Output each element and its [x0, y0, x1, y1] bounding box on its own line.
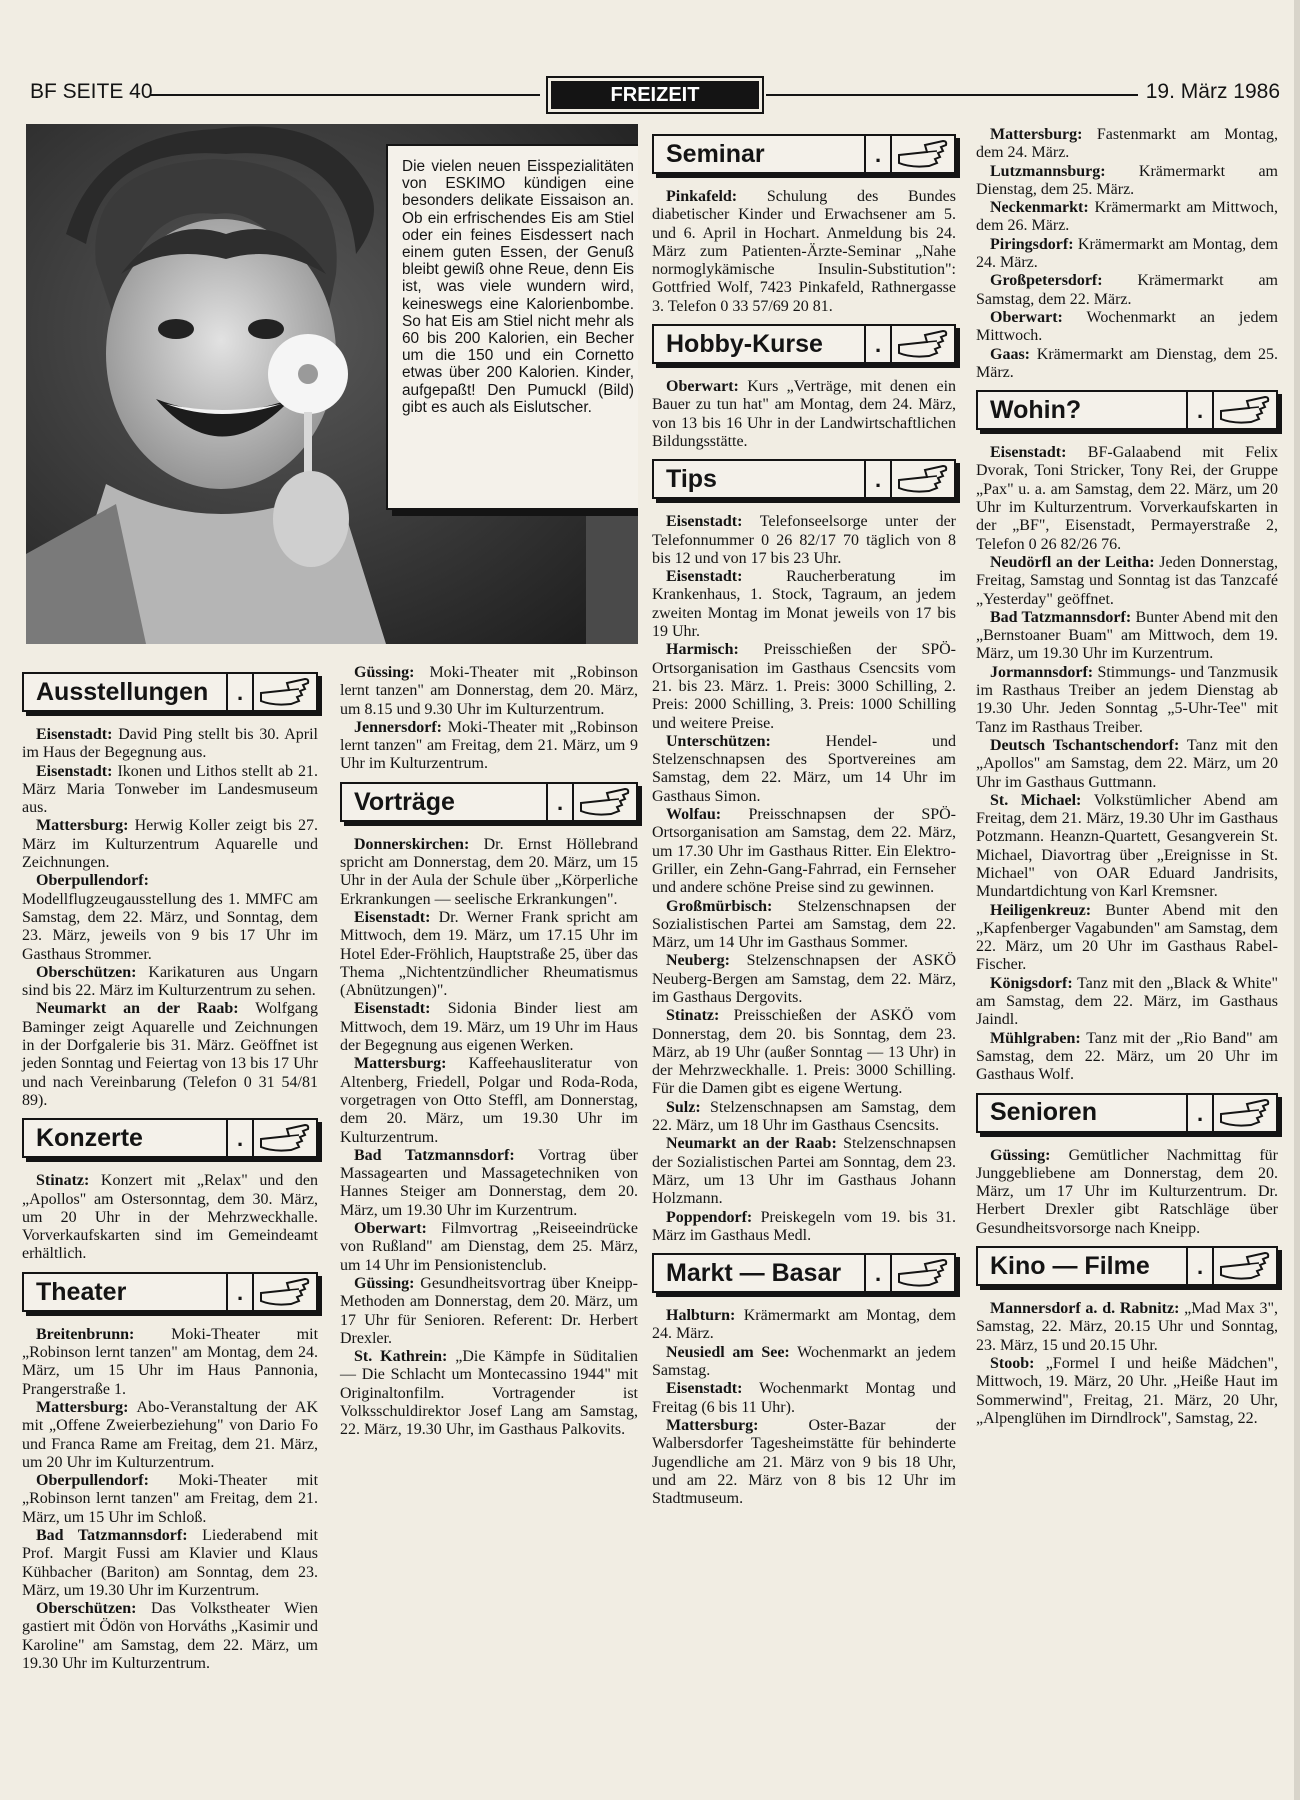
listing-text: Oster-Bazar der Walbersdorfer Tagesheimstätte für behinderte Jugendliche am 21. März von 9 bis 18 Uhr, und am 22. März von 8 bis 12 Uhr im Stadtmuseum. — [652, 1416, 956, 1508]
section-head-hand — [574, 784, 636, 820]
section-head-dot: . — [1186, 392, 1214, 428]
section-head-label: Ausstellungen — [36, 677, 209, 706]
listing-entry — [976, 126, 1278, 163]
listing-place: Oberschützen: — [36, 1600, 137, 1618]
listing-text: Filmvortrag „Reiseeindrücke von Rußland" am Dienstag, dem 25. März, um 14 Uhr im Pensionistenclub. — [340, 1220, 638, 1274]
listing-entry — [976, 1300, 1278, 1355]
listing-entry — [340, 719, 638, 774]
listing-entry — [22, 1472, 318, 1527]
listing-place: Oberwart: — [666, 378, 739, 396]
photo-girl-with-ice-lolly — [26, 124, 638, 644]
listing-entry — [22, 1399, 318, 1472]
listing-entry — [340, 1275, 638, 1348]
listing-text: Sidonia Binder liest am Mittwoch, dem 19. März, um 19 Uhr im Haus der Begegnung aus eigenen Werken. — [340, 1000, 639, 1055]
listing-place: Mattersburg: — [36, 1398, 129, 1416]
listing-place: Piringsdorf: — [990, 235, 1074, 253]
listing-entry — [340, 836, 638, 909]
listing-entry — [652, 568, 956, 641]
listing-place: Großpetersdorf: — [990, 272, 1103, 290]
listing-place: Pinkafeld: — [666, 188, 738, 205]
listing-place: St. Michael: — [990, 791, 1082, 809]
section-head-label: Markt — Basar — [666, 1258, 842, 1287]
section-head-konzerte — [22, 1118, 318, 1158]
listing-text: Raucherberatung im Krankenhaus, 1. Stock, Tagraum, an jedem zweiten Montag im Monat jeweils von 17 bis 19 Uhr. — [652, 568, 956, 641]
section-head-dot: . — [864, 136, 892, 172]
listing-place: Poppendorf: — [666, 1208, 753, 1226]
pointing-hand-icon — [897, 1258, 949, 1288]
listing-entry — [22, 872, 318, 963]
listing-text: Kaffeehausliteratur von Altenberg, Friedell, Polgar und Roda-Roda, vorgetragen von Otto Steffl, am Donnerstag, dem 20. März, um 19.30 Uhr im Kulturzentrum. — [340, 1055, 638, 1146]
listing-place: Stinatz: — [36, 1172, 90, 1190]
listing-entry — [976, 554, 1278, 609]
listing-text: Wochenmarkt an jedem Mittwoch. — [976, 308, 1278, 345]
section-head-tips — [652, 459, 956, 499]
listing-place: Eisenstadt: — [36, 726, 113, 743]
section-head-dot: . — [864, 461, 892, 497]
listing-text: Krämermarkt am Dienstag, dem 25. März. — [976, 162, 1278, 198]
listing-entry — [652, 952, 956, 1007]
listing-entry — [340, 1000, 638, 1055]
listing-text: Vortrag über Massagearten und Massagetechniken von Hannes Steiger am Donnerstag, dem 20. März, um 19.30 Uhr im Kurzentrum. — [340, 1146, 639, 1219]
listing-text: Hendel- und Stelzenschnapsen des Sportvereines am Samstag, dem 22. März, um 14 Uhr im Gasthaus Simon. — [652, 732, 956, 805]
listing-text: David Ping stellt bis 30. April im Haus der Begegnung aus. — [22, 726, 319, 762]
listing-text: Preisschnapsen der SPÖ-Ortsorganisation am Samstag, dem 22. März, um 17.30 Uhr im Gasthaus Ritter. Ein Elektro-Griller, ein Zehn-Gang-Fahrrad, ein Fernseher und andere schöne Preise sind zu gewinnen. — [652, 806, 957, 897]
issue-date: 19. März 1986 — [1145, 80, 1280, 103]
listing-entry — [976, 902, 1278, 975]
listing-place: Eisenstadt: — [36, 762, 113, 780]
listing-place: Großmürbisch: — [666, 897, 773, 915]
listing-place: Oberschützen: — [36, 963, 137, 981]
listing-entry — [976, 664, 1278, 737]
listing-entry — [652, 1417, 956, 1508]
pointing-hand-icon — [1219, 1098, 1271, 1128]
section-head-label: Konzerte — [36, 1124, 143, 1153]
section-head-dot: . — [226, 1274, 254, 1310]
listing-place: Lutzmannsburg: — [990, 162, 1106, 180]
column-4 — [976, 126, 1278, 1428]
listing-entry — [22, 1527, 318, 1600]
section-head-senioren — [976, 1093, 1278, 1133]
listing-text: Das Volkstheater Wien gastiert mit Ödön von Horváths „Kasimir und Karoline" am Samstag, dem 22. März, um 19.30 Uhr im Kulturzentrum. — [22, 1600, 319, 1673]
listing-place: Neuberg: — [666, 952, 730, 970]
listing-place: Neumarkt an der Raab: — [36, 1000, 239, 1018]
listing-entry — [22, 817, 318, 872]
pointing-hand-icon — [1219, 395, 1271, 425]
section-head-dot: . — [864, 1255, 892, 1291]
page-label: BF SEITE 40 — [30, 80, 153, 103]
pointing-hand-icon — [1219, 1251, 1271, 1281]
section-head-hand — [892, 136, 954, 172]
listing-entry — [652, 641, 956, 732]
section-head-hand — [892, 326, 954, 362]
listing-entry — [652, 898, 956, 953]
section-head-label: Seminar — [666, 139, 765, 168]
listing-text: Wolfgang Baminger zeigt Aquarelle und Zeichnungen in der Dorfgalerie bis 31. März. Geöffnet ist jeden Sonntag und Feiertag von 13 bis 17 Uhr und nach Vereinbarung (Telefon 0 31 54/81 89). — [22, 1000, 318, 1109]
listing-text: Preisschießen der ASKÖ vom Donnerstag, dem 20. bis Sonntag, dem 23. März, ab 19 Uhr (außer Sonntag — 13 Uhr) in der Mehrzweckhalle. 1. Preis: 3000 Schilling. Für die Damen gibt es eigene Wertung. — [652, 1007, 957, 1098]
listing-entry — [340, 1220, 638, 1275]
pointing-hand-icon — [897, 329, 949, 359]
listing-text: Krämermarkt am Samstag, dem 22. März. — [976, 272, 1278, 308]
section-head-label: Hobby-Kurse — [666, 329, 823, 358]
listing-entry — [652, 188, 956, 316]
listing-place: Breitenbrunn: — [36, 1325, 135, 1343]
listing-place: Eisenstadt: — [666, 513, 743, 531]
listing-entry — [976, 272, 1278, 309]
listing-place: Oberwart: — [354, 1220, 427, 1238]
listing-entry — [22, 964, 318, 1001]
listing-text: Abo-Veranstaltung der AK mit „Offene Zweierbeziehung" von Dario Fo und Franca Rame am Freitag, dem 21. März, um 20 Uhr im Kulturzentrum. — [22, 1398, 319, 1471]
listing-place: Donnerskirchen: — [354, 835, 470, 853]
listing-text: „Die Kämpfe in Süditalien — Die Schlacht um Montecassino 1944" mit Originaltonfilm. Vortragender ist Volksschuldirektor Josef Lang am Samstag, 22. März, 19.30 Uhr, im Gasthaus Palkovits. — [340, 1348, 638, 1439]
listing-entry — [22, 763, 318, 818]
listing-text: Stelzenschnapsen am Samstag, dem 22. März, um 18 Uhr im Gasthaus Csencsits. — [652, 1098, 956, 1135]
section-head-label: Senioren — [990, 1098, 1097, 1127]
listing-place: Bad Tatzmannsdorf: — [36, 1526, 188, 1544]
listing-text: Preiskegeln vom 19. bis 31. März im Gasthaus Medl. — [652, 1208, 957, 1244]
listing-entry — [652, 1344, 956, 1381]
listing-text: Herwig Koller zeigt bis 27. März im Kulturzentrum Aquarelle und Zeichnungen. — [22, 817, 319, 872]
section-head-dot: . — [226, 1120, 254, 1156]
section-head-hand — [254, 674, 316, 710]
header-rule-left — [150, 94, 540, 96]
page-edge — [1294, 0, 1300, 1800]
listing-text: Krämermarkt am Montag, dem 24. März. — [652, 1307, 957, 1343]
listing-entry — [976, 346, 1278, 383]
listing-text: Konzert mit „Relax" und den „Apollos" am Ostersonntag, dem 30. März, um 20 Uhr in der Mehrzweckhalle. Vorverkaufskarten sind im Gemeindeamt erhältlich. — [22, 1172, 319, 1263]
section-head-label: Vorträge — [354, 787, 455, 816]
listing-entry — [652, 1007, 956, 1098]
listing-text: Bunter Abend mit den „Bernstoaner Buam" am Mittwoch, dem 19. März, um 19.30 Uhr im Kurzentrum. — [976, 608, 1278, 663]
listing-place: Oberpullendorf: — [36, 872, 149, 890]
listing-place: Eisenstadt: — [990, 444, 1067, 462]
listing-place: Deutsch Tschantschendorf: — [990, 736, 1180, 754]
listing-text: Stimmungs- und Tanzmusik im Rasthaus Treiber an jedem Dienstag ab 19.30 Uhr. Jeden Sonntag „5-Uhr-Tee" mit Tanz im Rasthaus Treiber. — [976, 663, 1279, 736]
listing-entry — [976, 199, 1278, 236]
listing-place: Neumarkt an der Raab: — [666, 1135, 837, 1153]
listing-entry — [340, 1147, 638, 1220]
section-head-hand — [1214, 1248, 1276, 1284]
listing-place: Mattersburg: — [354, 1055, 447, 1073]
listing-text: Karikaturen aus Ungarn sind bis 22. März im Kulturzentrum zu sehen. — [22, 963, 319, 1000]
section-head-label: Tips — [666, 465, 717, 494]
listing-text: Kurs „Verträge, mit denen ein Bauer zu tun hat" am Montag, dem 24. März, von 13 bis 16 Uhr in der Landwirtschaftlichen Bildungsstätte. — [652, 378, 957, 450]
pointing-hand-icon — [897, 139, 949, 169]
listing-place: Eisenstadt: — [354, 1000, 431, 1018]
section-head-seminar — [652, 134, 956, 174]
listing-place: Neudörfl an der Leitha: — [990, 553, 1155, 571]
listing-text: Schulung des Bundes diabetischer Kinder und Erwachsener am 5. und 6. April in Hochart. Anmeldung bis 24. März zum Patienten-Ärzte-Seminar „Nahe normoglykämische Insulin-Substitution": Gottfried Wolf, 7423 Pinkafeld, Rathnergasse 3. Telefon 0 33 57/69 20 81. — [652, 188, 956, 315]
listing-text: „Mad Max 3", Samstag, 22. März, 20.15 Uhr und Sonntag, 23. März, 15 und 20.15 Uhr. — [976, 1300, 1278, 1354]
listing-entry — [652, 513, 956, 568]
listing-place: Neusiedl am See: — [666, 1343, 790, 1361]
pointing-hand-icon — [259, 677, 311, 707]
listing-text: Stelzenschnapsen der Sozialistischen Partei am Sonntag, dem 23. März, um 13 Uhr im Gasthaus Johann Holzmann. — [652, 1135, 956, 1208]
listing-text: Fastenmarkt am Montag, dem 24. März. — [976, 126, 1278, 162]
listing-place: Mannersdorf a. d. Rabnitz: — [990, 1300, 1180, 1318]
listing-entry — [22, 1172, 318, 1263]
listing-place: Güssing: — [990, 1146, 1051, 1164]
listing-entry — [652, 378, 956, 451]
listing-place: Halbturn: — [666, 1307, 736, 1325]
section-head-hand — [1214, 1095, 1276, 1131]
listing-place: Eisenstadt: — [666, 1380, 743, 1398]
listing-text: Volkstümlicher Abend am Freitag, dem 21. März, 19.30 Uhr im Gasthaus Potzmann. Heanzn-Quartett, Gesangverein St. Michael, Diavortrag über „Ereignisse in St. Michael" von OAR Eduard Jandrisits, Mundartdichtung von Karl Kremsner. — [976, 791, 1278, 901]
listing-place: Güssing: — [354, 1274, 415, 1292]
listing-place: Mattersburg: — [666, 1416, 759, 1434]
listing-entry — [340, 1348, 638, 1439]
listing-text: Stelzenschnapsen der Sozialistischen Partei am Samstag, dem 22. März, um 14 Uhr im Gasthaus Sommer. — [652, 897, 957, 952]
listing-text: Preisschießen der SPÖ-Ortsorganisation im Gasthaus Csencsits vom 21. bis 23. März. 1. Preis: 3000 Schilling, 2. Preis: 2000 Schilling, 3. Preis: 1000 Schilling und weitere Preise. — [652, 641, 957, 732]
listing-text: Liederabend mit Prof. Margit Fussi am Klavier und Klaus Kühbacher (Bariton) am Sonntag, dem 23. März, um 19.30 Uhr im Kurzentrum. — [22, 1526, 318, 1599]
section-head-hand — [892, 461, 954, 497]
listing-place: Jormannsdorf: — [990, 663, 1094, 681]
listing-text: Krämermarkt am Montag, dem 24. März. — [976, 235, 1279, 272]
listing-text: Moki-Theater mit „Robinson lernt tanzen" am Donnerstag, dem 20. März, um 8.15 und 9.30 Uhr im Kulturzentrum. — [340, 664, 638, 718]
listing-place: Mühlgraben: — [990, 1029, 1081, 1047]
section-head-hand — [892, 1255, 954, 1291]
section-head-label: Theater — [36, 1277, 127, 1306]
listing-place: Unterschützen: — [666, 732, 771, 750]
section-head-hand — [254, 1274, 316, 1310]
listing-entry — [652, 1099, 956, 1136]
listing-text: Moki-Theater mit „Robinson lernt tanzen" am Freitag, dem 21. März, um 9 Uhr im Kulturzentrum. — [340, 718, 638, 773]
section-head-label: Wohin? — [990, 396, 1082, 424]
listing-text: Krämermarkt am Dienstag, dem 25. März. — [976, 345, 1279, 381]
listing-text: Tanz mit den „Black & White" am Samstag, dem 22. März, im Gasthaus Jaindl. — [976, 974, 1279, 1029]
photo-caption: Die vielen neuen Eisspezialitäten von ESKIMO kündigen eine besonders delikate Eissaison an. Ob ein erfrischendes Eis am Stiel oder ein feines Eisdessert nach einem guten Essen, der Genuß bleibt gewiß ohne Reue, denn Eis ist, was viele wundern wird, keineswegs eine Kalorienbombe. So hat Eis am Stiel nicht mehr als 60 bis 200 Kalorien, ein Becher um die 150 und ein Cornetto etwas über 200 Kalorien. Kinder, aufgepaßt! Den Pumuckl (Bild) gibt es auch als Eislutscher. — [386, 144, 638, 510]
listing-text: Modellflugzeugausstellung des 1. MMFC am Samstag, dem 22. März, und Sonntag, dem 23. März, jeweils von 9 bis 17 Uhr im Gasthaus Strommer. — [22, 890, 318, 963]
listing-place: Mattersburg: — [36, 817, 129, 835]
listing-place: Heiligenkreuz: — [990, 901, 1092, 919]
section-head-theater — [22, 1272, 318, 1312]
listing-entry — [22, 1000, 318, 1110]
listing-text: Moki-Theater mit „Robinson lernt tanzen" am Montag, dem 24. März, um 15 Uhr im Haus Pannonia, Prangerstraße 1. — [22, 1325, 319, 1398]
listing-text: Tanz mit der „Rio Band" am Samstag, dem 22. März, um 20 Uhr im Gasthaus Wolf. — [976, 1029, 1278, 1084]
listing-entry — [976, 1147, 1278, 1238]
listing-entry — [652, 1307, 956, 1344]
listing-text: Bunter Abend mit den „Kapfenberger Vagabunden" am Samstag, dem 22. März, um 20 Uhr im Gasthaus Rabel-Fischer. — [976, 901, 1279, 974]
section-head-hand — [1214, 392, 1276, 428]
listing-entry — [22, 1326, 318, 1399]
section-head-ausstellungen — [22, 672, 318, 712]
listing-entry — [976, 1355, 1278, 1428]
pointing-hand-icon — [579, 787, 631, 817]
section-head-kino — [976, 1246, 1278, 1286]
listing-text: Wochenmarkt Montag und Freitag (6 bis 11 Uhr). — [652, 1380, 956, 1416]
section-head-label: Kino — Filme — [990, 1251, 1150, 1280]
listing-place: St. Kathrein: — [354, 1348, 448, 1366]
listing-entry — [652, 1380, 956, 1417]
pointing-hand-icon — [259, 1123, 311, 1153]
section-head-vortraege — [340, 782, 638, 822]
listing-entry — [652, 806, 956, 897]
listing-text: Tanz mit den „Apollos" am Samstag, dem 22. März, um 20 Uhr im Gasthaus Guttmann. — [976, 736, 1278, 791]
pointing-hand-icon — [259, 1277, 311, 1307]
column-2 — [340, 664, 638, 1440]
listing-text: Moki-Theater mit „Robinson lernt tanzen" am Freitag, dem 21. März, um 15 Uhr im Schloß. — [22, 1472, 319, 1526]
listing-place: Eisenstadt: — [666, 568, 743, 586]
listing-entry — [976, 609, 1278, 664]
listing-text: Dr. Ernst Höllebrand spricht am Donnerstag, dem 20. März, um 15 Uhr in der Aula der Schule über „Körperliche Erkrankungen — seelische Erkrankungen". — [340, 835, 638, 908]
listing-entry — [976, 309, 1278, 346]
listing-place: Eisenstadt: — [354, 908, 431, 926]
listing-place: Stoob: — [990, 1354, 1035, 1372]
listing-place: Königsdorf: — [990, 974, 1073, 992]
section-title: FREIZEIT — [546, 76, 764, 114]
listing-entry — [976, 792, 1278, 902]
listing-place: Bad Tatzmannsdorf: — [990, 608, 1132, 626]
listing-text: Gesundheitsvortrag über Kneipp-Methoden am Donnerstag, dem 20. März, um 17 Uhr für Senioren. Referent: Dr. Herbert Drexler. — [340, 1274, 639, 1347]
pointing-hand-icon — [897, 464, 949, 494]
listing-text: Wochenmarkt an jedem Samstag. — [652, 1343, 956, 1380]
listing-entry — [340, 1055, 638, 1146]
listing-text: Dr. Werner Frank spricht am Mittwoch, dem 19. März, um 17.15 Uhr im Hotel Eder-Fröhlich, Hauptstraße 25, über das Thema „Nichtentzündlicher Rheumatismus (Abnützungen)". — [340, 908, 639, 1000]
column-1 — [22, 664, 318, 1673]
listing-entry — [340, 909, 638, 1000]
listing-place: Mattersburg: — [990, 126, 1083, 143]
listing-entry — [652, 1209, 956, 1246]
listing-entry — [976, 1030, 1278, 1085]
listing-place: Neckenmarkt: — [990, 199, 1089, 217]
listing-place: Wolfau: — [666, 806, 722, 824]
listing-entry — [976, 163, 1278, 200]
listing-text: Jeden Donnerstag, Freitag, Samstag und Sonntag ist das Tanzcafé „Yesterday" geöffnet. — [976, 553, 1279, 608]
listing-place: Jennersdorf: — [354, 718, 442, 736]
listing-text: Krämermarkt am Mittwoch, dem 26. März. — [976, 199, 1279, 235]
listing-entry — [22, 1600, 318, 1673]
section-head-hobby — [652, 324, 956, 364]
section-head-hand — [254, 1120, 316, 1156]
header-rule-right — [766, 94, 1138, 96]
listing-place: Bad Tatzmannsdorf: — [354, 1146, 515, 1164]
listing-entry — [22, 726, 318, 763]
section-head-dot: . — [1186, 1095, 1214, 1131]
listing-place: Stinatz: — [666, 1007, 720, 1025]
listing-entry — [652, 1135, 956, 1208]
section-head-dot: . — [226, 674, 254, 710]
listing-place: Oberpullendorf: — [36, 1472, 149, 1490]
listing-text: Ikonen und Lithos stellt ab 21. März Maria Tonweber im Landesmuseum aus. — [22, 762, 319, 817]
listing-text: Stelzenschnapsen der ASKÖ Neuberg-Bergen am Samstag, dem 22. März, im Gasthaus Dergovits. — [652, 952, 956, 1006]
section-head-wohin — [976, 390, 1278, 430]
column-3 — [652, 126, 956, 1508]
listing-text: „Formel I und heiße Mädchen", Mittwoch, 19. März, 20 Uhr. „Heiße Haut im Sommerwind", Freitag, 21. März, 20 Uhr, „Alpenglühen im Dirndlrock", Samstag, 22. — [976, 1354, 1279, 1427]
section-head-dot: . — [864, 326, 892, 362]
listing-entry — [976, 444, 1278, 554]
listing-text: Gemütlicher Nachmittag für Junggebliebene am Donnerstag, dem 20. März, um 17 Uhr im Kulturzentrum. Dr. Herbert Drexler gibt Ratschläge über Gesundheitsvorsorge nach Kneipp. — [976, 1146, 1279, 1237]
listing-text: BF-Galaabend mit Felix Dvorak, Toni Stricker, Tony Rei, der Gruppe „Pax" u. a. am Samstag, dem 22. März, um 20 Uhr im Kulturzentrum. Vorverkaufskarten in der „BF", Eisenstadt, Permayerstraße 2, Telefon 0 26 82/26 76. — [976, 444, 1279, 553]
listing-entry — [976, 975, 1278, 1030]
listing-entry — [976, 236, 1278, 273]
listing-entry — [340, 664, 638, 719]
listing-entry — [652, 733, 956, 806]
listing-place: Gaas: — [990, 345, 1030, 363]
listing-place: Güssing: — [354, 664, 415, 681]
listing-place: Sulz: — [666, 1098, 701, 1116]
section-head-markt — [652, 1253, 956, 1293]
listing-place: Oberwart: — [990, 308, 1063, 326]
section-head-dot: . — [546, 784, 574, 820]
listing-text: Telefonseelsorge unter der Telefonnummer 0 26 82/17 70 täglich von 8 bis 12 und von 17 bis 23 Uhr. — [652, 513, 956, 567]
listing-entry — [976, 737, 1278, 792]
section-head-dot: . — [1186, 1248, 1214, 1284]
listing-place: Harmisch: — [666, 641, 739, 659]
